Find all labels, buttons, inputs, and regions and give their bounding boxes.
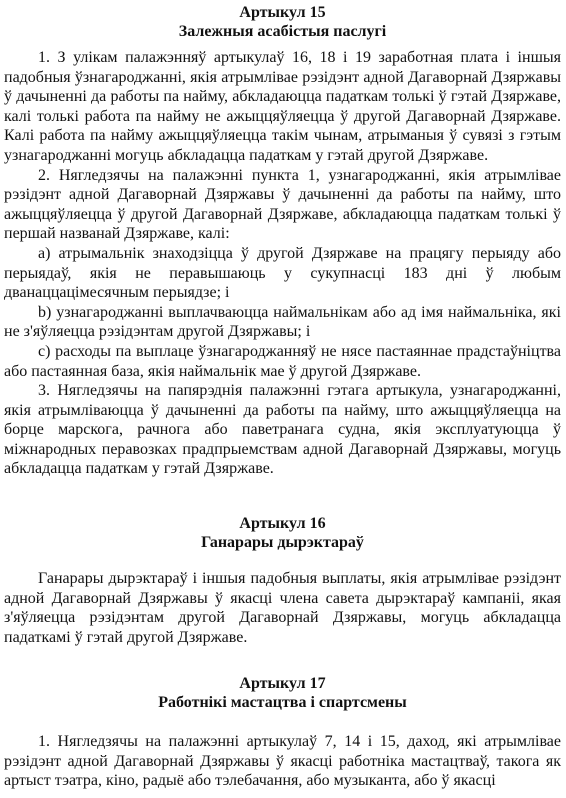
article-16-paragraph-1: Ганарары дырэктараў і іншыя падобныя выплаты, якія атрымлівае рэзідэнт адной Дагаворнай Дзяржавы ў якасці члена савета дырэктараў кампаніі, якая з'яўляецца рэзідэнтам другой Дагаворнай Дзяржавы, могуць абкладацца падаткамі ў гэтай другой Дзяржаве.: [4, 570, 561, 646]
article-16-number: Артыкул 16: [239, 515, 326, 532]
article-17-section: [4, 674, 561, 791]
article-15-number: Артыкул 15: [239, 4, 326, 21]
article-17-paragraph-1: 1. Нягледзячы на палажэнні артыкулаў 7, 14 і 15, даход, які атрымлівае рэзідэнт адной Дагаворнай Дзяржавы ў якасці работніка мастацтваў, такога як артыст тэатра, кіно, радыё або тэлебачання, або музыканта, або ў якасці: [4, 733, 561, 790]
article-16-title: Ганарары дырэктараў: [201, 534, 364, 551]
article-15-item-a: a) атрымальнік знаходзіцца ў другой Дзяржаве на працягу перыяду або перыядаў, якія не перавышаюць у сукупнасці 183 дні ў любым дванаццацімесячным перыядзе; і: [4, 244, 561, 302]
article-15-item-b: b) узнагароджанні выплачваюцца наймальнікам або ад імя наймальніка, які не з'яўляецца рэзідэнтам другой Дзяржавы; і: [4, 303, 561, 341]
article-16-section: [4, 514, 561, 647]
article-15-paragraph-3: 3. Нягледзячы на папярэднія палажэнні гэтага артыкула, узнагароджанні, якія атрымліваюцца ў дачыненні да работы па найму, што ажыццяўляецца на борце марскога, рачнога або паветранага судна, якія эксплуатуюцца ў міжнародных перавозках прадпрыемствам адной Дагаворнай Дзяржавы, могуць абкладацца падаткам у гэтай Дзяржаве.: [4, 382, 561, 478]
article-15-item-c: c) расходы па выплаце ўзнагароджанняў не нясе пастаяннае прадстаўніцтва або пастаянная база, якія наймальнік мае ў другой Дзяржаве.: [4, 342, 561, 380]
article-15-paragraph-1: 1. З улікам палажэнняў артыкулаў 16, 18 і 19 заработная плата і іншыя падобныя ўзнагароджанні, якія атрымлівае рэзідэнт адной Дагаворнай Дзяржавы ў дачыненні да работы па найму, абкладаюцца падаткам толькі ў гэтай Дзяржаве, калі толькі работа па найму не ажыццяўляецца ў другой Дагаворнай Дзяржаве. Калі работа па найму ажыццяўляецца такім чынам, атрыманыя ў сувязі з гэтым узнагароджанні могуць абкладацца падаткам у гэтай другой Дзяржаве.: [4, 49, 561, 164]
article-15-title: Залежныя асабістыя паслугі: [178, 23, 387, 40]
article-15-section: [4, 3, 561, 479]
article-17-title: Работнікі мастацтва і спартсмены: [158, 694, 407, 711]
article-17-number: Артыкул 17: [239, 675, 326, 692]
article-15-paragraph-2: 2. Нягледзячы на палажэнні пункта 1, узнагароджанні, якія атрымлівае рэзідэнт адной Дагаворнай Дзяржавы ў дачыненні да работы па найму, што ажыццяўляецца ў другой Дагаворнай Дзяржаве, абкладаюцца падаткам толькі ў першай названай Дзяржаве, калі:: [4, 166, 561, 243]
